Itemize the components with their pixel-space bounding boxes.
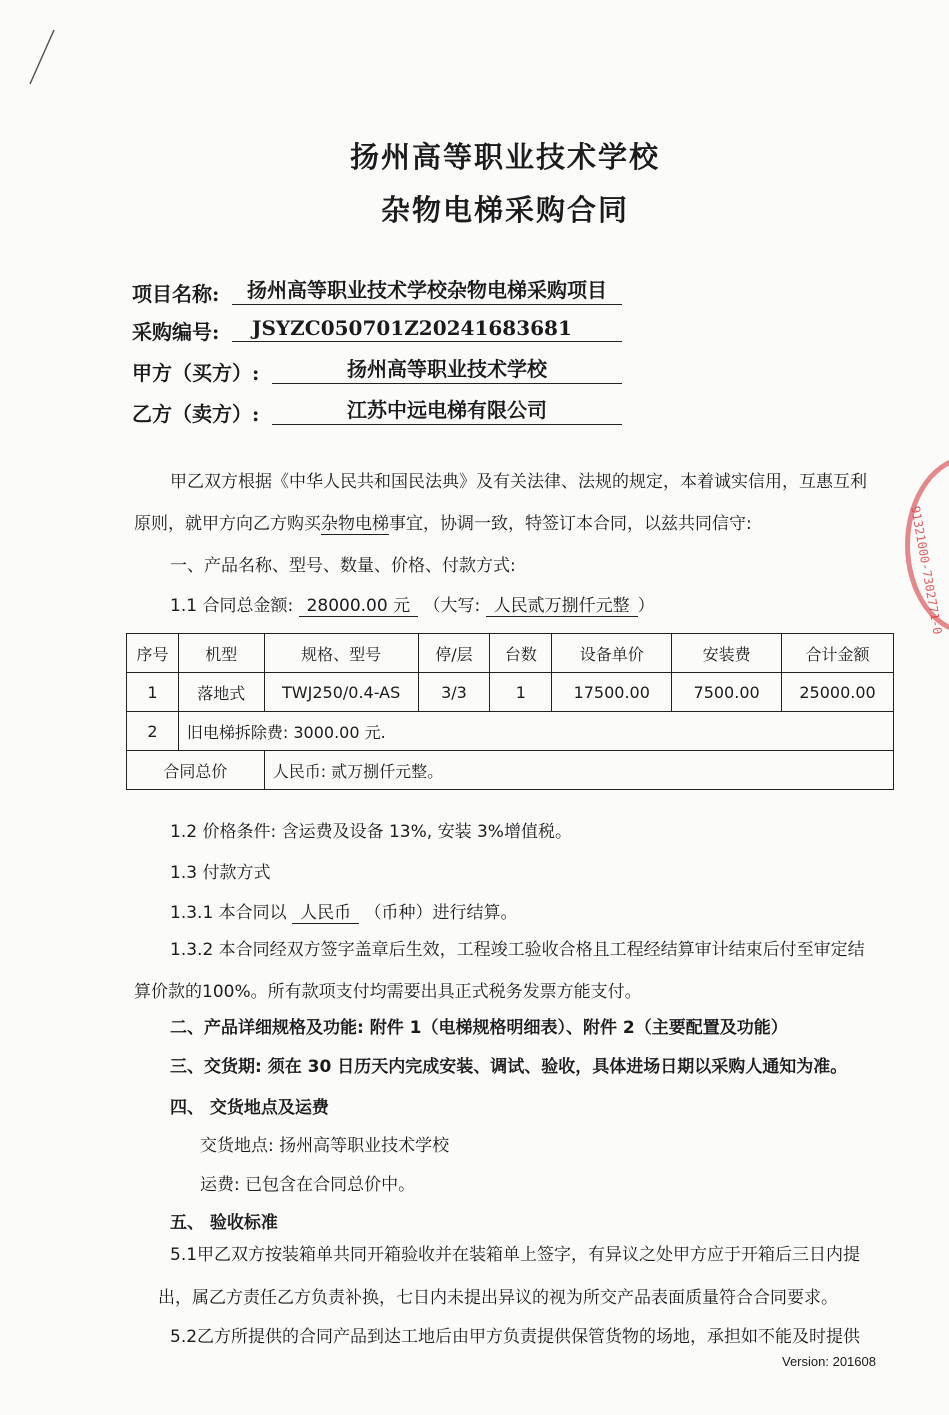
total-pre: 1.1 合同总金额: — [170, 596, 294, 616]
cell-spec: TWJ250/0.4-AS — [264, 673, 418, 712]
project-name-label: 项目名称: — [132, 282, 220, 306]
pen-mark-decoration — [22, 28, 62, 88]
section-4: 四、 交货地点及运费 — [170, 1098, 329, 1118]
project-name-row — [132, 278, 607, 307]
total-words: 人民贰万捌仟元整 — [486, 596, 638, 617]
price-table — [126, 633, 894, 790]
cell-no: 2 — [127, 712, 179, 751]
document-subtitle: 杂物电梯采购合同 — [380, 193, 629, 227]
table-header-row — [127, 634, 894, 673]
cell-model: 落地式 — [178, 673, 264, 712]
clause-1-3-1 — [170, 901, 517, 925]
version-label: Version: 201608 — [782, 1354, 876, 1369]
total-amount: 28000.00 元 — [299, 596, 419, 617]
party-a-row — [132, 357, 547, 386]
party-b-value: 江苏中远电梯有限公司 — [272, 398, 622, 425]
header-total: 合计金额 — [782, 634, 894, 673]
clause-1-3: 1.3 付款方式 — [170, 863, 271, 883]
header-install-fee: 安装费 — [672, 634, 782, 673]
header-spec: 规格、型号 — [264, 634, 418, 673]
cell-demolition-fee: 旧电梯拆除费: 3000.00 元. — [178, 712, 893, 751]
clause-5-1-line-2: 出，属乙方责任乙方负责补换，七日内未提出异议的视为所交产品表面质量符合合同要求。 — [158, 1288, 838, 1308]
table-row — [127, 673, 894, 712]
clause-5-1-line-1: 5.1甲乙双方按装箱单共同开箱验收并在装箱单上签字，有异议之处甲方应于开箱后三日内提 — [170, 1245, 861, 1265]
clause-1-3-2-line-2: 算价款的100%。所有款项支付均需要出具正式税务发票方能支付。 — [134, 982, 642, 1002]
total-mid: （大写: — [423, 596, 481, 616]
header-qty: 台数 — [490, 634, 552, 673]
cell-contract-total-label: 合同总价 — [127, 751, 265, 790]
company-seal-text: 91321000-7302771-0 — [908, 505, 945, 636]
delivery-place: 交货地点: 扬州高等职业技术学校 — [200, 1136, 450, 1156]
section-2: 二、产品详细规格及功能: 附件 1（电梯规格明细表）、附件 2（主要配置及功能） — [170, 1018, 788, 1038]
intro-line-1: 甲乙双方根据《中华人民共和国民法典》及有关法律、法规的规定，本着诚实信用，互惠互利 — [170, 472, 867, 492]
section-5: 五、 验收标准 — [170, 1213, 278, 1233]
cell-stops: 3/3 — [418, 673, 490, 712]
procurement-no-value: JSYZC050701Z20241683681 — [232, 316, 622, 342]
document-title: 扬州高等职业技术学校 — [349, 140, 660, 174]
party-b-row — [132, 398, 547, 427]
header-stops: 停/层 — [418, 634, 490, 673]
clause-1-3-1-pre: 1.3.1 本合同以 — [170, 903, 287, 923]
cell-qty: 1 — [490, 673, 552, 712]
table-row — [127, 751, 894, 790]
cell-no: 1 — [127, 673, 179, 712]
table-row — [127, 712, 894, 751]
cell-total: 25000.00 — [782, 673, 894, 712]
cell-unit-price: 17500.00 — [552, 673, 672, 712]
clause-1-2: 1.2 价格条件: 含运费及设备 13%, 安装 3%增值税。 — [170, 822, 572, 842]
header-unit-price: 设备单价 — [552, 634, 672, 673]
section-3: 三、交货期: 须在 30 日历天内完成安装、调试、验收，具体进场日期以采购人通知为准。 — [170, 1057, 848, 1077]
project-name-value: 扬州高等职业技术学校杂物电梯采购项目 — [232, 278, 622, 305]
party-a-label: 甲方（买方）: — [132, 361, 260, 385]
clause-5-2-line-1: 5.2乙方所提供的合同产品到达工地后由甲方负责提供保管货物的场地，承担如不能及时提供 — [170, 1327, 861, 1347]
intro-line-2-pre: 原则，就甲方向乙方购买 — [134, 514, 321, 534]
cell-contract-total-value: 人民币: 贰万捌仟元整。 — [264, 751, 893, 790]
total-post: ） — [637, 596, 655, 616]
procurement-no-label: 采购编号: — [132, 320, 220, 344]
clause-1-3-2-line-1: 1.3.2 本合同经双方签字盖章后生效，工程竣工验收合格且工程经结算审计结束后付至审定结 — [170, 940, 865, 960]
header-model: 机型 — [178, 634, 264, 673]
party-b-label: 乙方（卖方）: — [132, 402, 260, 426]
intro-line-2-post: 事宜，协调一致，特签订本合同，以兹共同信守: — [389, 514, 752, 534]
intro-line-2 — [134, 512, 752, 536]
clause-1-3-1-post: （币种）进行结算。 — [364, 903, 518, 923]
total-amount-line — [170, 594, 655, 618]
currency: 人民币 — [292, 903, 359, 924]
cell-install-fee: 7500.00 — [672, 673, 782, 712]
section-1-heading: 一、产品名称、型号、数量、价格、付款方式: — [170, 556, 516, 576]
party-a-value: 扬州高等职业技术学校 — [272, 357, 622, 384]
intro-product: 杂物电梯 — [321, 514, 389, 534]
freight: 运费: 已包含在合同总价中。 — [200, 1175, 416, 1195]
procurement-no-row — [132, 316, 572, 345]
header-no: 序号 — [127, 634, 179, 673]
